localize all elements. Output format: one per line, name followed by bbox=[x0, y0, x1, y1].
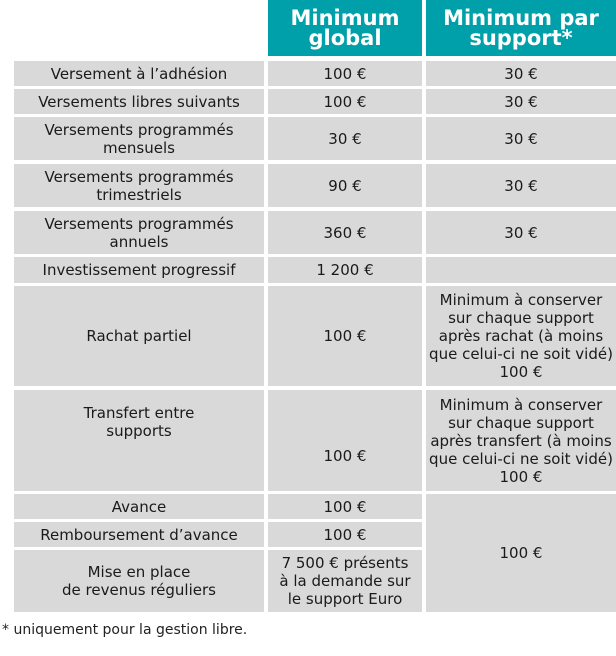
row-minimum-support: Minimum à conserver sur chaque support après rachat (à moins que celui-ci ne soit vidé) 100 € bbox=[426, 286, 616, 386]
row-minimum-support: 30 € bbox=[426, 164, 616, 207]
row-label: Rachat partiel bbox=[14, 286, 264, 386]
row-minimum-support: 30 € bbox=[426, 117, 616, 160]
header-minimum-global: Minimum global bbox=[268, 0, 422, 56]
row-minimum-global: 100 € bbox=[268, 89, 422, 114]
row-minimum-global: 360 € bbox=[268, 211, 422, 254]
row-minimum-global: 100 € bbox=[268, 522, 422, 547]
row-label: Transfert entre supports bbox=[14, 390, 264, 491]
row-minimum-support: Minimum à conserver sur chaque support après transfert (à moins que celui-ci ne soit vidé) 100 € bbox=[426, 390, 616, 491]
row-label: Avance bbox=[14, 494, 264, 519]
row-minimum-global: 100 € bbox=[268, 286, 422, 386]
row-minimum-support: 30 € bbox=[426, 61, 616, 86]
row-label: Versements programmés annuels bbox=[14, 211, 264, 254]
row-minimum-global: 90 € bbox=[268, 164, 422, 207]
row-minimum-global: 100 € bbox=[268, 61, 422, 86]
row-label: Versements libres suivants bbox=[14, 89, 264, 114]
row-label: Versements programmés mensuels bbox=[14, 117, 264, 160]
row-minimum-support-merged: 100 € bbox=[426, 494, 616, 612]
row-label: Versements programmés trimestriels bbox=[14, 164, 264, 207]
row-minimum-global: 1 200 € bbox=[268, 257, 422, 283]
header-minimum-par-support: Minimum par support* bbox=[426, 0, 616, 56]
row-minimum-support: 30 € bbox=[426, 89, 616, 114]
row-minimum-global: 7 500 € présents à la demande sur le support Euro bbox=[268, 550, 422, 612]
row-label: Remboursement d’avance bbox=[14, 522, 264, 547]
row-minimum-global: 100 € bbox=[268, 390, 422, 491]
row-label: Investissement progressif bbox=[14, 257, 264, 283]
row-minimum-global: 30 € bbox=[268, 117, 422, 160]
row-minimum-support bbox=[426, 257, 616, 283]
row-minimum-global: 100 € bbox=[268, 494, 422, 519]
row-minimum-support: 30 € bbox=[426, 211, 616, 254]
footnote: * uniquement pour la gestion libre. bbox=[2, 622, 248, 638]
row-label: Versement à l’adhésion bbox=[14, 61, 264, 86]
row-label: Mise en place de revenus réguliers bbox=[14, 550, 264, 612]
